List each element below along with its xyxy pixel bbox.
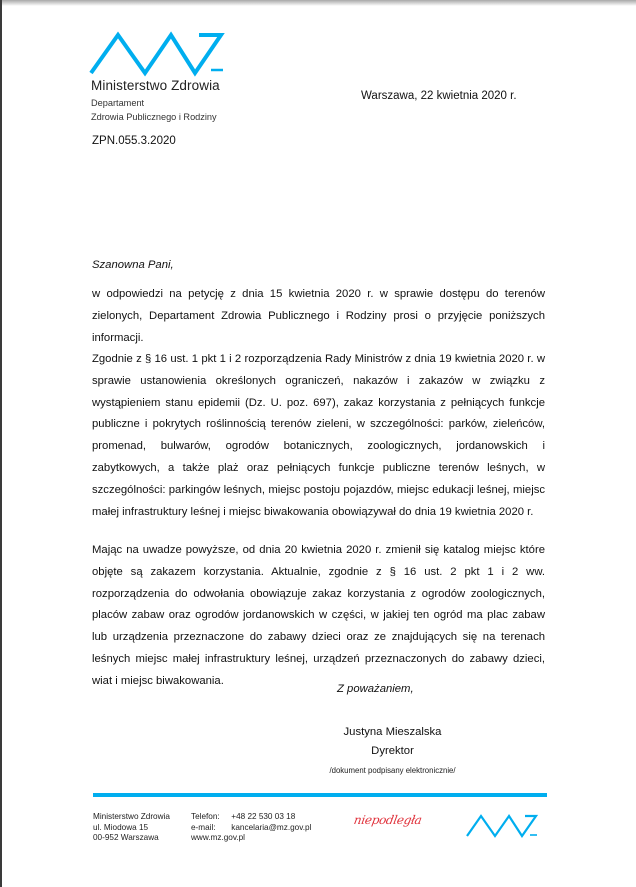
email-label: e-mail: [191, 822, 216, 832]
ministry-name: Ministerstwo Zdrowia [91, 78, 220, 93]
niepodlegla-mark: niepodległa [352, 813, 423, 827]
mz-logo-icon [86, 28, 231, 80]
signatory-name: Justyna Mieszalska [343, 726, 442, 738]
phone-number: +48 22 530 03 18 [231, 812, 296, 821]
salutation: Szanowna Pani, [92, 259, 174, 271]
mz-logo-small-icon [466, 812, 541, 839]
paragraph-regulation: Zgodnie z § 16 ust. 1 pkt 1 i 2 rozporządzenia Rady Ministrów z dnia 19 kwietnia 2020 r. w sprawie ustanowienia określonych ograniczeń, nakazów i zakazów w związku z wystąpieniem stanu epidemii (Dz. U. poz. 697), zakaz korzystania z pełniących funkcje publiczne i pokrytych roślinnością terenów zieleni, w szczególności: parków, zieleńców, promenad, bulwarów, ogrodów botanicznych, zoologicznych, jordanowskich i zabytkowych, a także plaż oraz pełniących funkcje publiczne terenów leśnych, w szczególności: parkingów leśnych, miejsc postoju pojazdów, miejsc edukacji leśnej, miejsc małej infrastruktury leśnej i miejsc biwakowania obowiązywał do dnia 19 kwietnia 2020 r. [92, 353, 545, 518]
email-link[interactable]: kancelaria@mz.gov.pl [231, 822, 312, 832]
signatory-title: Dyrektor [371, 745, 414, 757]
footer-contact [191, 812, 311, 844]
website-link[interactable]: www.mz.gov.pl [191, 833, 245, 843]
footer-address-line: Ministerstwo Zdrowia [93, 812, 170, 821]
page-top-edge [0, 0, 636, 6]
footer-address-line: ul. Miodowa 15 [93, 822, 149, 832]
paragraph-current-status: Mając na uwadze powyższe, od dnia 20 kwietnia 2020 r. zmienił się katalog miejsc które objęte są zakazem korzystania. Aktualnie, zgodnie z § 16 ust. 2 pkt 1 i 2 ww. rozporządzenia do odwołania obowiązuje zakaz korzystania z ogrodów zoologicznych, placów zabaw oraz ogrodów jordanowskich w części, w jakiej ten ogród ma plac zabaw lub urządzenia przeznaczone do zabawy dzieci oraz ze znajdujących się na terenach leśnych miejsc małej infrastruktury leśnej, urządzeń przeznaczonych do zabawy dzieci, wiat i miejsc biwakowania. [92, 544, 545, 687]
phone-label: Telefon: [191, 812, 220, 821]
footer-address-line: 00-952 Warszawa [93, 833, 159, 843]
paragraph-intro: w odpowiedzi na petycję z dnia 15 kwietnia 2020 r. w sprawie dostępu do terenów zielonych, Departament Zdrowia Publicznego i Rodziny prosi o przyjęcie poniższych informacji. [92, 288, 545, 344]
footer-address [93, 812, 170, 844]
signature-note: /dokument podpisany elektronicznie/ [329, 766, 456, 775]
reference-number: ZPN.055.3.2020 [92, 135, 176, 147]
department-label: Departament [91, 98, 145, 108]
closing: Z poważaniem, [337, 683, 414, 695]
place-and-date: Warszawa, 22 kwietnia 2020 r. [361, 90, 517, 102]
footer-divider [93, 793, 547, 797]
department-name: Zdrowia Publicznego i Rodziny [91, 112, 217, 122]
